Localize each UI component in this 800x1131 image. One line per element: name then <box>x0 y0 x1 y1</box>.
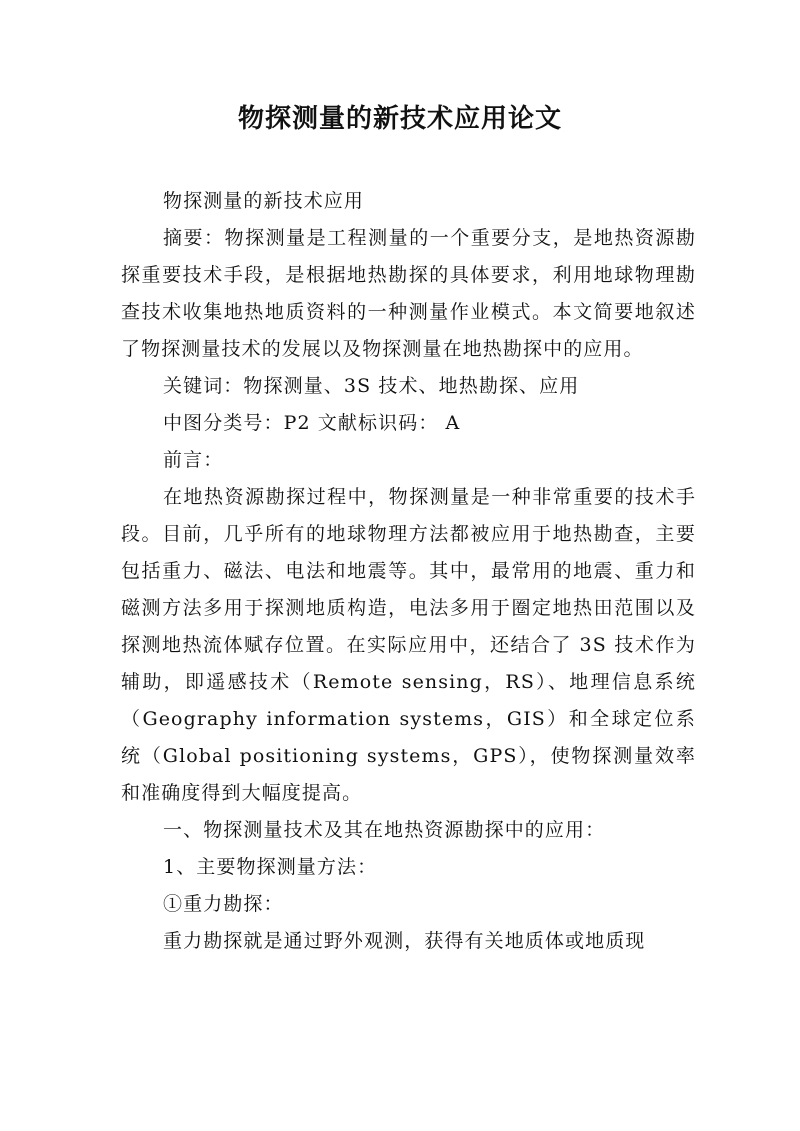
subsection-heading: 1、主要物探测量方法： <box>163 856 378 878</box>
abstract-paragraph: 摘要：物探测量是工程测量的一个重要分支，是地热资源勘探重要技术手段，是根据地热勘探的具体要求，利用地球物理勘查技术收集地热地质资料的一种测量作业模式。本文简要地叙述了物探测量技术的发展以及物探测量在地热勘探中的应用。 <box>121 227 696 360</box>
section-heading: 一、物探测量技术及其在地热资源勘探中的应用： <box>163 819 606 841</box>
subtitle-paragraph: 物探测量的新技术应用 <box>163 190 365 212</box>
method-paragraph: 重力勘探就是通过野外观测，获得有关地质体或地质现 <box>163 930 646 952</box>
document-body <box>121 183 696 960</box>
method-heading: ①重力勘探： <box>163 893 284 915</box>
classification-paragraph: 中图分类号：P2 文献标识码： A <box>163 412 461 434</box>
preface-paragraph: 在地热资源勘探过程中，物探测量是一种非常重要的技术手段。目前，几乎所有的地球物理方法都被应用于地热勘查，主要包括重力、磁法、电法和地震等。其中，最常用的地震、重力和磁测方法多用于探测地质构造，电法多用于圈定地热田范围以及探测地热流体赋存位置。在实际应用中，还结合了 3S 技术作为辅助，即遥感技术（Remote sensing，RS）、地理信息系统（Geography information systems，GIS）和全球定位系统（Global positioning systems，GPS），使物探测量效率和准确度得到大幅度提高。 <box>121 486 696 804</box>
preface-heading: 前言： <box>163 449 224 471</box>
keywords-paragraph: 关键词：物探测量、3S 技术、地热勘探、应用 <box>163 375 580 397</box>
document-title: 物探测量的新技术应用论文 <box>237 104 562 134</box>
